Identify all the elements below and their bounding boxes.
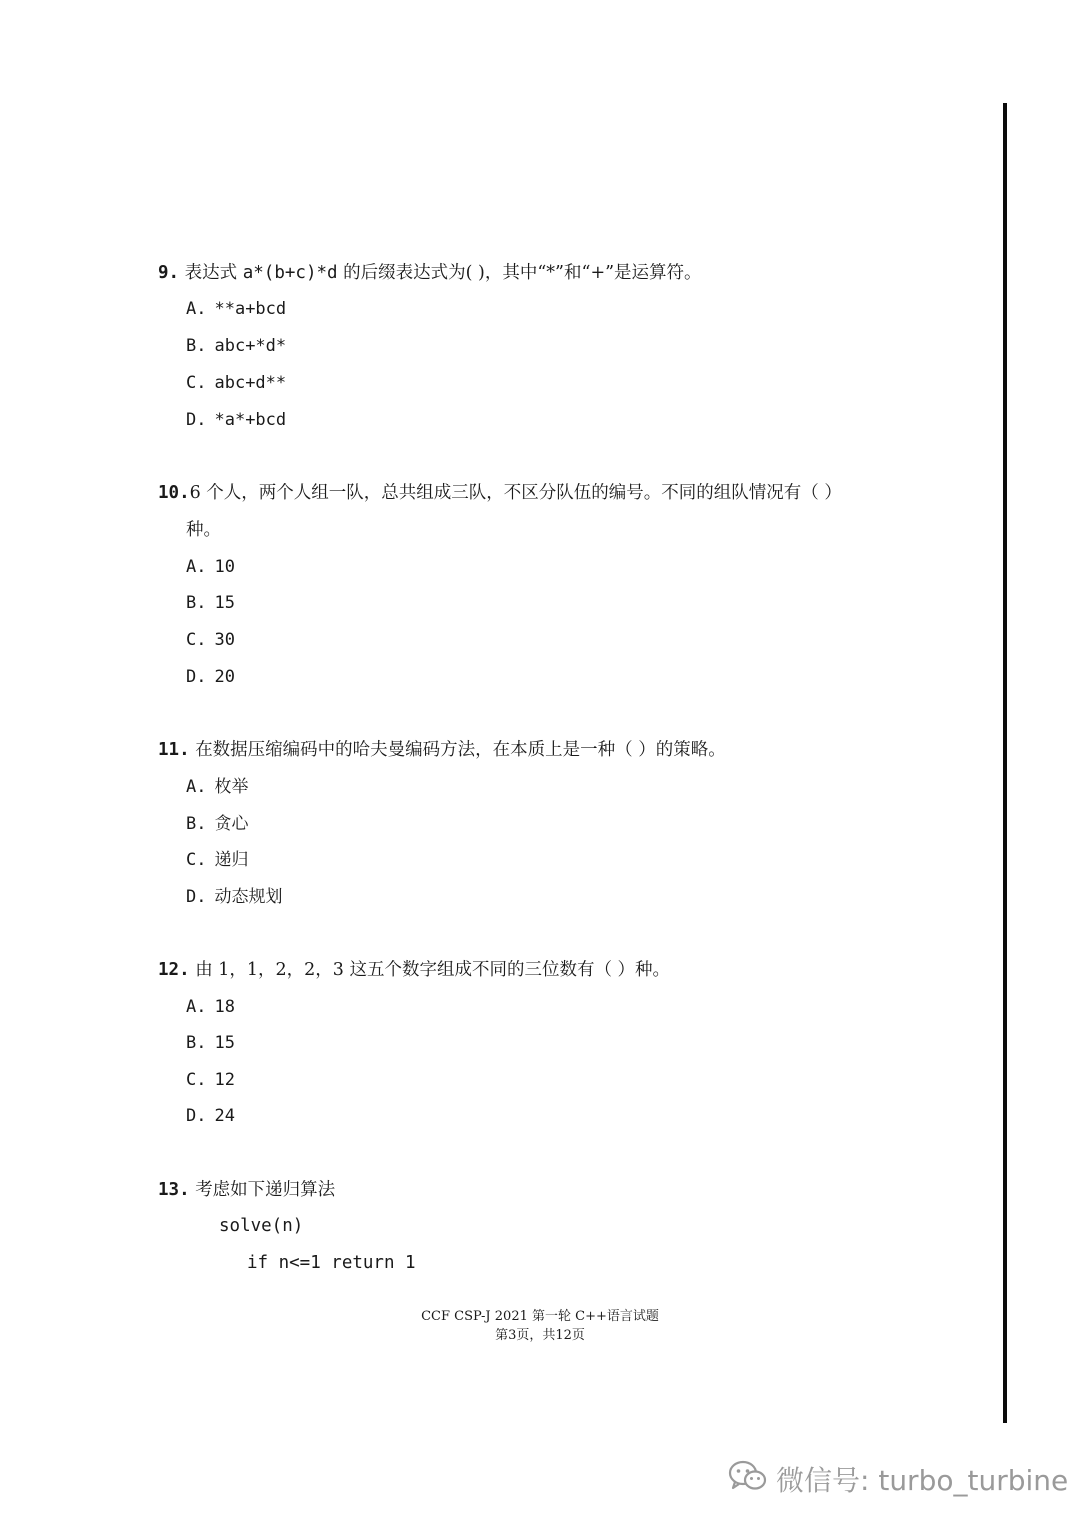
option-d: D. 24	[186, 1106, 235, 1126]
question-10	[158, 482, 842, 504]
code-line: if n<=1 return 1	[247, 1253, 416, 1273]
question-number: 9.	[158, 263, 180, 283]
question-number: 13.	[158, 1180, 190, 1200]
question-13	[158, 1179, 335, 1201]
code-line: solve(n)	[219, 1216, 304, 1236]
question-expression: a*(b+c)*d	[242, 263, 338, 283]
option-a: A. 18	[186, 997, 235, 1017]
question-text: 6 个人，两个人组一队，总共组成三队，不区分队伍的编号。不同的组队情况有（ ）	[189, 483, 842, 503]
page-footer-pagination: 第3页，共12页	[495, 1328, 585, 1343]
question-text: 考虑如下递归算法	[195, 1180, 336, 1200]
option-c: C. 12	[186, 1070, 235, 1090]
option-c: C. 30	[186, 630, 235, 650]
question-11	[158, 739, 726, 761]
option-d: D. 动态规划	[186, 887, 283, 907]
option-b: B. abc+*d*	[186, 336, 287, 356]
watermark-text: 微信号: turbo_turbine	[776, 1464, 1069, 1497]
option-c: C. abc+d**	[186, 373, 287, 393]
question-12	[158, 959, 670, 981]
option-a: A. 枚举	[186, 777, 249, 797]
question-text-continued: 种。	[186, 520, 221, 540]
question-9	[158, 262, 702, 284]
option-b: B. 贪心	[186, 814, 249, 834]
option-c: C. 递归	[186, 850, 249, 870]
page-margin-rule	[1003, 103, 1007, 1423]
wechat-icon	[728, 1459, 776, 1500]
question-text: 由 1，1，2，2，3 这五个数字组成不同的三位数有（ ）种。	[195, 960, 671, 980]
option-a: A. 10	[186, 557, 235, 577]
question-text: 在数据压缩编码中的哈夫曼编码方法，在本质上是一种（ ）的策略。	[195, 740, 726, 760]
option-b: B. 15	[186, 1033, 235, 1053]
question-number: 12.	[158, 960, 190, 980]
option-d: D. *a*+bcd	[186, 410, 287, 430]
option-b: B. 15	[186, 593, 235, 613]
option-d: D. 20	[186, 667, 235, 687]
question-text-tail: 的后缀表达式为( )，其中“*”和“+”是运算符。	[343, 263, 702, 283]
question-text: 表达式	[184, 263, 238, 283]
option-a: A. **a+bcd	[186, 299, 287, 319]
watermark	[728, 1456, 1068, 1502]
question-number: 11.	[158, 740, 190, 760]
question-number: 10.	[158, 483, 190, 503]
page-footer-title: CCF CSP-J 2021 第一轮 C++语言试题	[421, 1309, 659, 1324]
